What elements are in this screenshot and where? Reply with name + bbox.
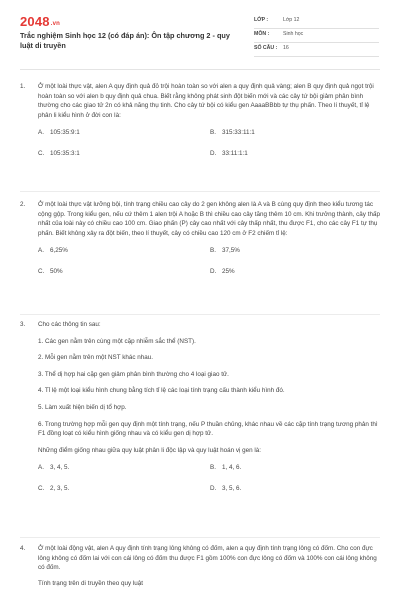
answer-options [38, 246, 380, 284]
meta-key: LỚP : [254, 17, 269, 23]
statement-6: 6. Trong trường hợp mỗi gen quy định một tính trạng, nếu P thuần chủng, khác nhau về các cặp tính trạng tương phản thì F1 đồng loạt có kiểu hình giống nhau và có kiểu gen dị hợp tử. [38, 420, 378, 438]
meta-row-class [254, 14, 379, 29]
question-text: Ở một loài thực vật lưỡng bội, tính trạng chiều cao cây do 2 gen không alen là A và B cùng quy định theo kiểu tương tác cộng gộp. Trong kiểu gen, nếu cứ thêm 1 alen trội A hoặc B thì chiều cao cây tăng thêm 10 cm. Khi trưởng thành, cây thấp nhất của loài này có chiều cao 100 cm. Giao phấn (P) cây cao nhất với cây thấp nhất, thu được F1, cho các cây F1 tự thụ phấn. Biết không xảy ra đột biến, theo lí thuyết, cây có chiều cao 120 cm ở F2 chiếm tỉ lệ: [38, 201, 380, 237]
option-c[interactable]: C. 2, 3, 5. [38, 485, 70, 493]
option-a[interactable]: A. 105:35:9:1 [38, 129, 80, 137]
meta-key: SỐ CÂU : [254, 45, 278, 51]
question-separator [20, 314, 380, 315]
meta-row-subject [254, 28, 379, 43]
question-number: 4. [20, 545, 26, 552]
question-text: Ở một loài thực vật, alen A quy định quả đỏ trội hoàn toàn so với alen a quy định quả vàng; alen B quy định quả ngọt trội hoàn toàn so với alen b quy định quả chua. Biết rằng không phát sinh đột biến mới và các cây tứ bội giảm phân bình thường cho các giao tử 2n có khả năng thụ tinh. Cho cây tứ bội có kiểu gen AaaaBBbb tự thụ phấn. Theo lí thuyết, tỉ lệ phân li kiểu hình ở đời con là: [38, 83, 374, 119]
question-text: Ở một loài động vật, alen A quy định tính trạng lông không có đốm, alen a quy định tính trạng lông có đốm. Cho con đực lông không có đốm lai với con cái lông có đốm thu được F1 gồm 100% con đực lông có đốm và 100% con cái lông không có đốm. [38, 545, 377, 572]
question-number: 2. [20, 201, 26, 208]
answer-options [38, 463, 380, 501]
statement-3: 3. Thể dị hợp hai cặp gen giảm phân bình thường cho 4 loại giao tử. [38, 370, 229, 378]
question-separator [20, 537, 380, 538]
question-text: Cho các thông tin sau: [38, 321, 101, 328]
statement-5: 5. Làm xuất hiện biến dị tổ hợp. [38, 403, 127, 411]
meta-key: MÔN : [254, 31, 270, 37]
question-number: 1. [20, 83, 26, 90]
option-d[interactable]: D. 25% [210, 268, 235, 276]
question-4 [20, 544, 380, 588]
document-title: Trắc nghiệm Sinh học 12 (có đáp án): Ôn tập chương 2 - quy luật di truyền [20, 31, 230, 50]
meta-row-count [254, 42, 379, 57]
meta-value: 16 [283, 45, 289, 51]
header-divider [20, 69, 380, 70]
statement-4: 4. Tỉ lệ một loại kiểu hình chung bằng tích tỉ lệ các loại tính trạng cấu thành kiểu hình đó. [38, 387, 285, 395]
page-header [0, 0, 400, 64]
answer-options [38, 128, 380, 166]
option-d[interactable]: D. 33:11:1:1 [210, 150, 248, 158]
question-1 [20, 82, 380, 166]
question-prompt: Những điểm giống nhau giữa quy luật phân li độc lập và quy luật hoán vị gen là: [38, 446, 262, 454]
option-c[interactable]: C. 105:35:3:1 [38, 150, 80, 158]
statement-2: 2. Mỗi gen nằm trên một NST khác nhau. [38, 354, 154, 362]
option-a[interactable]: A. 3, 4, 5. [38, 464, 70, 472]
statement-1: 1. Các gen nằm trên cùng một cặp nhiễm sắc thể (NST). [38, 337, 196, 345]
question-2 [20, 200, 380, 284]
question-prompt: Tính trạng trên di truyền theo quy luật [38, 579, 144, 587]
option-d[interactable]: D. 3, 5, 6. [210, 485, 242, 493]
option-b[interactable]: B. 315:33:11:1 [210, 129, 255, 137]
question-3 [20, 320, 380, 501]
site-logo[interactable]: 2048.vn [20, 14, 61, 29]
option-a[interactable]: A. 6,25% [38, 247, 68, 255]
option-b[interactable]: B. 1, 4, 6. [210, 464, 242, 472]
meta-value: Lớp 12 [283, 17, 300, 23]
question-separator [20, 191, 380, 192]
option-c[interactable]: C. 50% [38, 268, 63, 276]
option-b[interactable]: B. 37,5% [210, 247, 240, 255]
meta-value: Sinh học [283, 31, 304, 37]
question-number: 3. [20, 321, 26, 328]
